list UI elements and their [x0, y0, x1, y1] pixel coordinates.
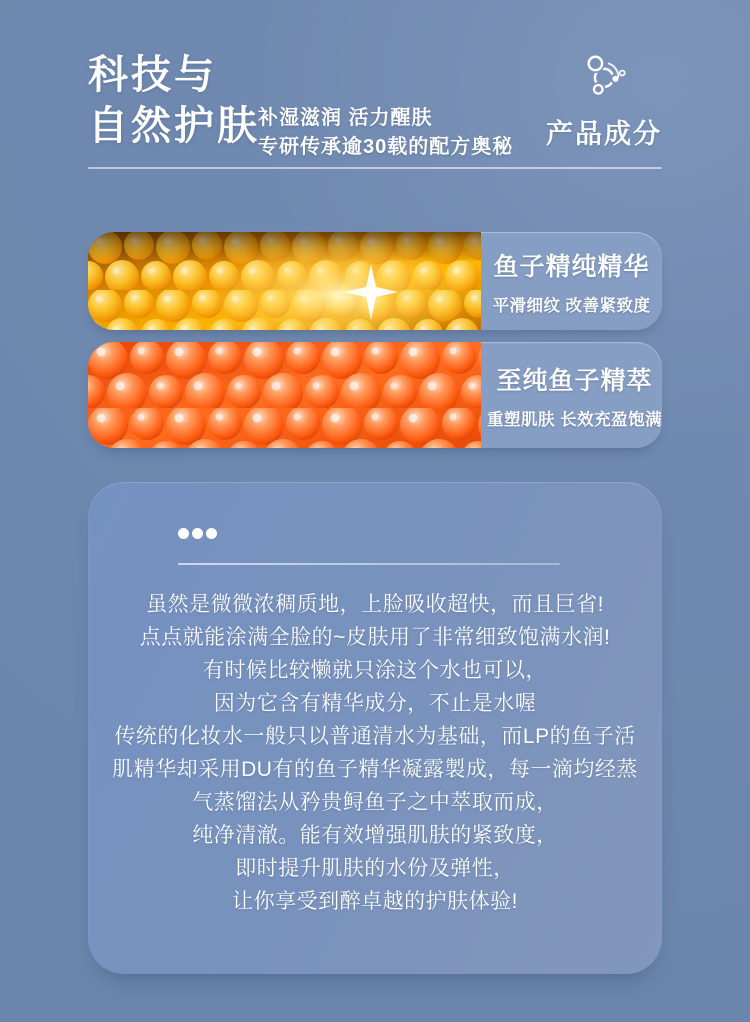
ingredient-title: 至纯鱼子精萃 — [496, 366, 653, 395]
ellipsis-icon — [178, 528, 217, 539]
panel-divider — [178, 563, 560, 565]
ingredient-subtitle: 重塑肌肤 长效充盈饱满 — [487, 410, 663, 429]
ingredient-card-red — [88, 342, 662, 448]
review-line: 纯净清澈。能有效增强肌肤的紧致度， — [192, 824, 558, 847]
page-title-line2: 自然护肤 — [88, 104, 260, 148]
ingredient-card-gold — [88, 232, 662, 330]
golden-caviar-photo — [88, 232, 481, 330]
review-line: 传统的化妆水一般只以普通清水为基础，而LP的鱼子活 — [114, 725, 636, 748]
ingredient-label-gold — [481, 232, 662, 330]
molecule-icon — [581, 52, 627, 96]
section-header — [544, 52, 664, 151]
golden-caviar-image — [88, 232, 481, 330]
review-line: 有时候比较懒就只涂这个水也可以， — [203, 659, 547, 682]
tagline-line1: 补湿滋润 活力醒肤 — [258, 107, 433, 129]
review-panel — [88, 482, 662, 974]
page-title — [88, 50, 260, 152]
tagline — [258, 104, 513, 162]
header-divider — [88, 167, 662, 169]
review-line: 气蒸馏法从矜贵鲟鱼子之中萃取而成， — [192, 791, 558, 814]
review-line: 虽然是微微浓稠质地，上脸吸收超快，而且巨省! — [146, 593, 604, 616]
review-line: 因为它含有精华成分，不止是水喔 — [213, 692, 537, 715]
red-caviar-photo — [88, 342, 481, 448]
review-line: 即时提升肌肤的水份及弹性， — [235, 857, 515, 880]
ingredient-title: 鱼子精纯精华 — [493, 252, 650, 281]
review-line: 让你享受到醉卓越的护肤体验! — [232, 890, 518, 913]
review-line: 肌精华却采用DU有的鱼子精华凝露製成，每一滴均经蒸 — [112, 758, 638, 781]
review-line: 点点就能涂满全脸的~皮肤用了非常细致饱满水润! — [139, 626, 611, 649]
ingredient-label-red — [481, 342, 668, 448]
section-label: 产品成分 — [546, 119, 662, 149]
review-text — [88, 588, 662, 918]
page-title-line1: 科技与 — [88, 53, 217, 97]
ingredient-subtitle: 平滑细纹 改善紧致度 — [492, 296, 651, 315]
red-caviar-image — [88, 342, 481, 448]
tagline-line2: 专研传承逾30载的配方奥秘 — [258, 136, 514, 158]
